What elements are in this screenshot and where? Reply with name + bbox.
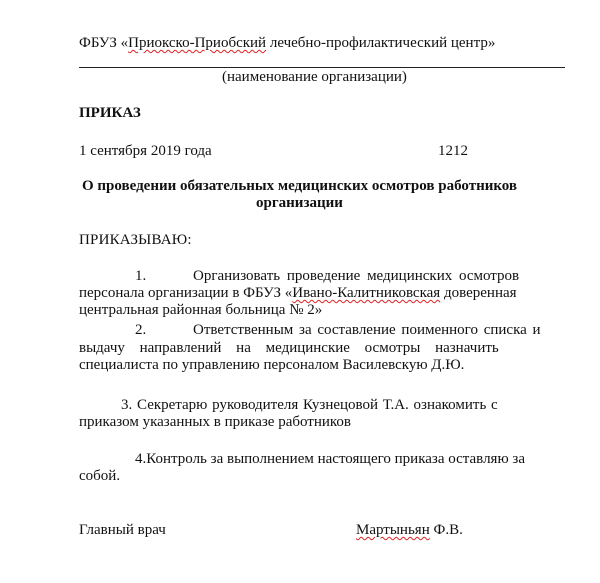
organization-caption: (наименование организации): [222, 69, 407, 85]
order-subject-line1: О проведении обязательных медицинских осмотров работников: [82, 178, 518, 194]
item2-line3: специалиста по управлению персоналом Василевскую Д.Ю.: [79, 357, 465, 373]
item1-line2: персонала организации в ФБУЗ «Ивано-Калитниковская доверенная: [79, 285, 517, 301]
item1-line3: центральная районная больница № 2»: [79, 302, 323, 318]
signatory-initials: Ф.В.: [429, 522, 463, 538]
signature-position: Главный врач: [79, 522, 166, 538]
item2-line1: Ответственным за составление поименного списка и: [193, 322, 541, 338]
signature-name: [356, 522, 463, 539]
item2-line2: выдачу направлений на медицинские осмотры назначить: [79, 340, 499, 356]
order-number: 1212: [438, 143, 468, 159]
item2-number: 2.: [135, 322, 147, 338]
item1-number: 1.: [135, 268, 147, 284]
item3-line2: приказом указанных в приказе работников: [79, 414, 351, 430]
item4-line1: 4.Контроль за выполнением настоящего приказа оставляю за: [135, 451, 525, 467]
organization-underline: [79, 67, 565, 68]
org-name-highlight: Приокско-Приобский: [128, 35, 267, 51]
item3-line1: 3. Секретарю руководителя Кузнецовой Т.А. ознакомить с: [121, 397, 498, 413]
signatory-surname: Мартыньян: [356, 522, 430, 538]
order-subject-line2: организации: [256, 195, 343, 211]
order-title: ПРИКАЗ: [79, 105, 141, 121]
hospital-name-highlight: Ивано-Калитниковская: [292, 285, 441, 301]
order-directive: ПРИКАЗЫВАЮ:: [79, 232, 192, 248]
organization-name: [79, 35, 495, 52]
org-suffix: лечебно-профилактический центр»: [266, 35, 496, 51]
item1-line1: Организовать проведение медицинских осмотров: [193, 268, 520, 284]
order-date: 1 сентября 2019 года: [79, 143, 212, 159]
org-prefix: ФБУЗ «: [79, 35, 129, 51]
item4-line2: собой.: [79, 468, 121, 484]
